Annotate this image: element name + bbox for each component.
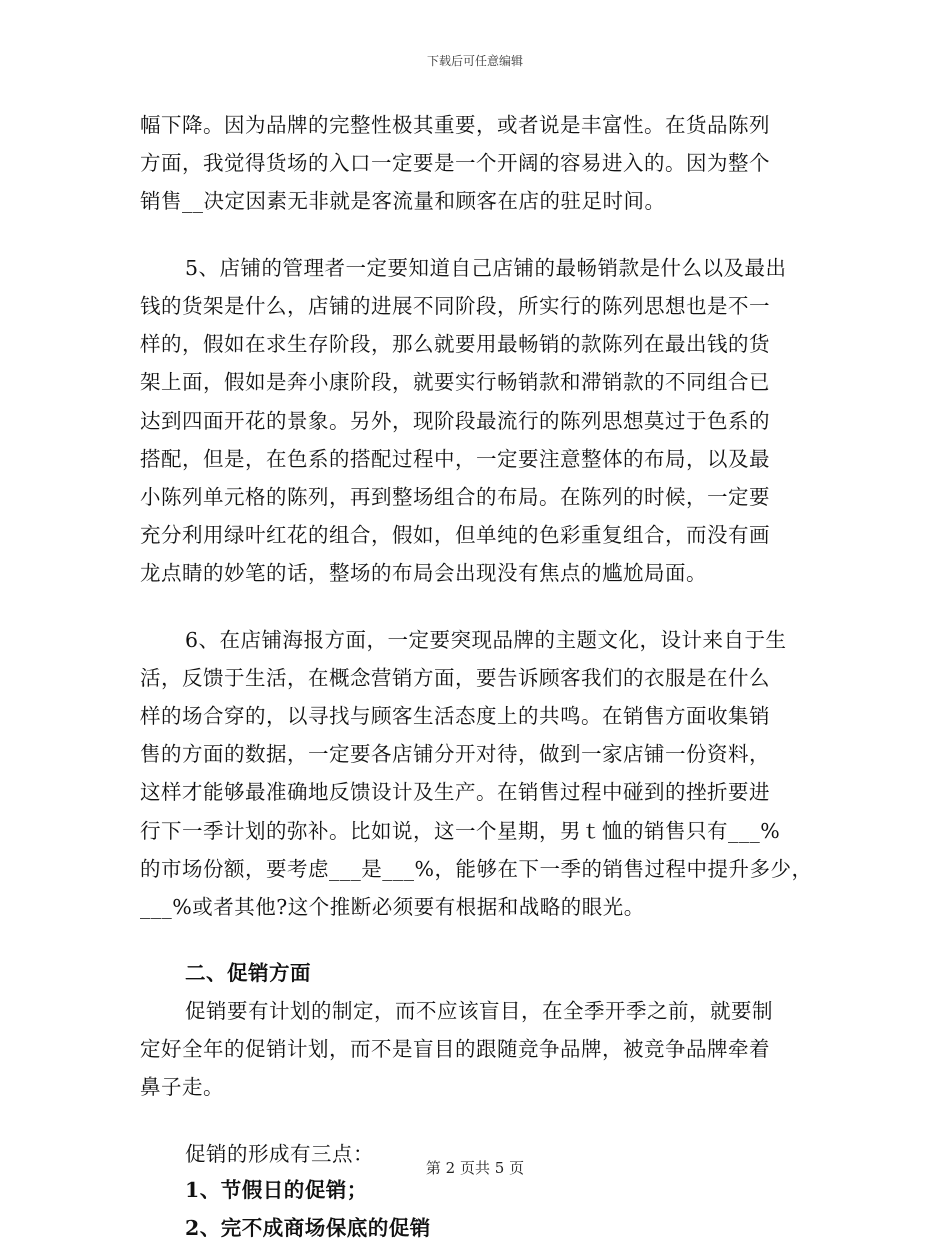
- paragraph-line: 活，反馈于生活，在概念营销方面，要告诉顾客我们的衣服是在什么: [140, 666, 770, 690]
- paragraph-line: 促销的形成有三点：: [185, 1142, 374, 1166]
- paragraph-line: 幅下降。因为品牌的完整性极其重要，或者说是丰富性。在货品陈列: [140, 113, 770, 137]
- paragraph-line: 促销要有计划的制定，而不应该盲目，在全季开季之前，就要制: [185, 999, 773, 1023]
- paragraph-line: 钱的货架是什么，店铺的进展不同阶段，所实行的陈列思想也是不一: [140, 294, 770, 318]
- paragraph-line: 龙点睛的妙笔的话，整场的布局会出现没有焦点的尴尬局面。: [140, 561, 707, 585]
- paragraph-line: 样的场合穿的，以寻找与顾客生活态度上的共鸣。在销售方面收集销: [140, 704, 770, 728]
- paragraph-line: 小陈列单元格的陈列，再到整场组合的布局。在陈列的时候，一定要: [140, 485, 770, 509]
- paragraph-line: 定好全年的促销计划，而不是盲目的跟随竞争品牌，被竞争品牌牵着: [140, 1037, 770, 1061]
- page-footer: 第 2 页共 5 页: [425, 1159, 525, 1177]
- paragraph-line: 销售__决定因素无非就是客流量和顾客在店的驻足时间。: [140, 189, 666, 213]
- paragraph-line: 这样才能够最准确地反馈设计及生产。在销售过程中碰到的挫折要进: [140, 780, 770, 804]
- section-heading-line: 2、完不成商场保底的促销: [185, 1216, 431, 1240]
- paragraph-line: ___%或者其他?这个推断必须要有根据和战略的眼光。: [140, 895, 645, 919]
- paragraph-line: 搭配，但是，在色系的搭配过程中，一定要注意整体的布局，以及最: [140, 447, 770, 471]
- section-heading-line: 二、促销方面: [185, 961, 311, 985]
- paragraph-line: 充分利用绿叶红花的组合，假如，但单纯的色彩重复组合，而没有画: [140, 523, 770, 547]
- paragraph-line: 架上面，假如是奔小康阶段，就要实行畅销款和滞销款的不同组合已: [140, 370, 770, 394]
- paragraph-line: 6、在店铺海报方面，一定要突现品牌的主题文化，设计来自于生: [185, 628, 787, 652]
- paragraph-line: 鼻子走。: [140, 1075, 224, 1099]
- paragraph-line: 方面，我觉得货场的入口一定要是一个开阔的容易进入的。因为整个: [140, 151, 770, 175]
- paragraph-line: 售的方面的数据，一定要各店铺分开对待，做到一家店铺一份资料，: [140, 742, 770, 766]
- paragraph-line: 达到四面开花的景象。另外，现阶段最流行的陈列思想莫过于色系的: [140, 409, 770, 433]
- section-heading-line: 1、节假日的促销；: [185, 1178, 368, 1202]
- paragraph-line: 的市场份额，要考虑___是___%，能够在下一季的销售过程中提升多少，: [140, 857, 813, 881]
- paragraph-line: 5、店铺的管理者一定要知道自己店铺的最畅销款是什么以及最出: [185, 256, 787, 280]
- page-header: 下载后可任意编辑: [426, 54, 523, 68]
- paragraph-line: 样的，假如在求生存阶段，那么就要用最畅销的款陈列在最出钱的货: [140, 332, 770, 356]
- paragraph-line: 行下一季计划的弥补。比如说，这一个星期，男ｔ恤的销售只有___%: [140, 819, 781, 843]
